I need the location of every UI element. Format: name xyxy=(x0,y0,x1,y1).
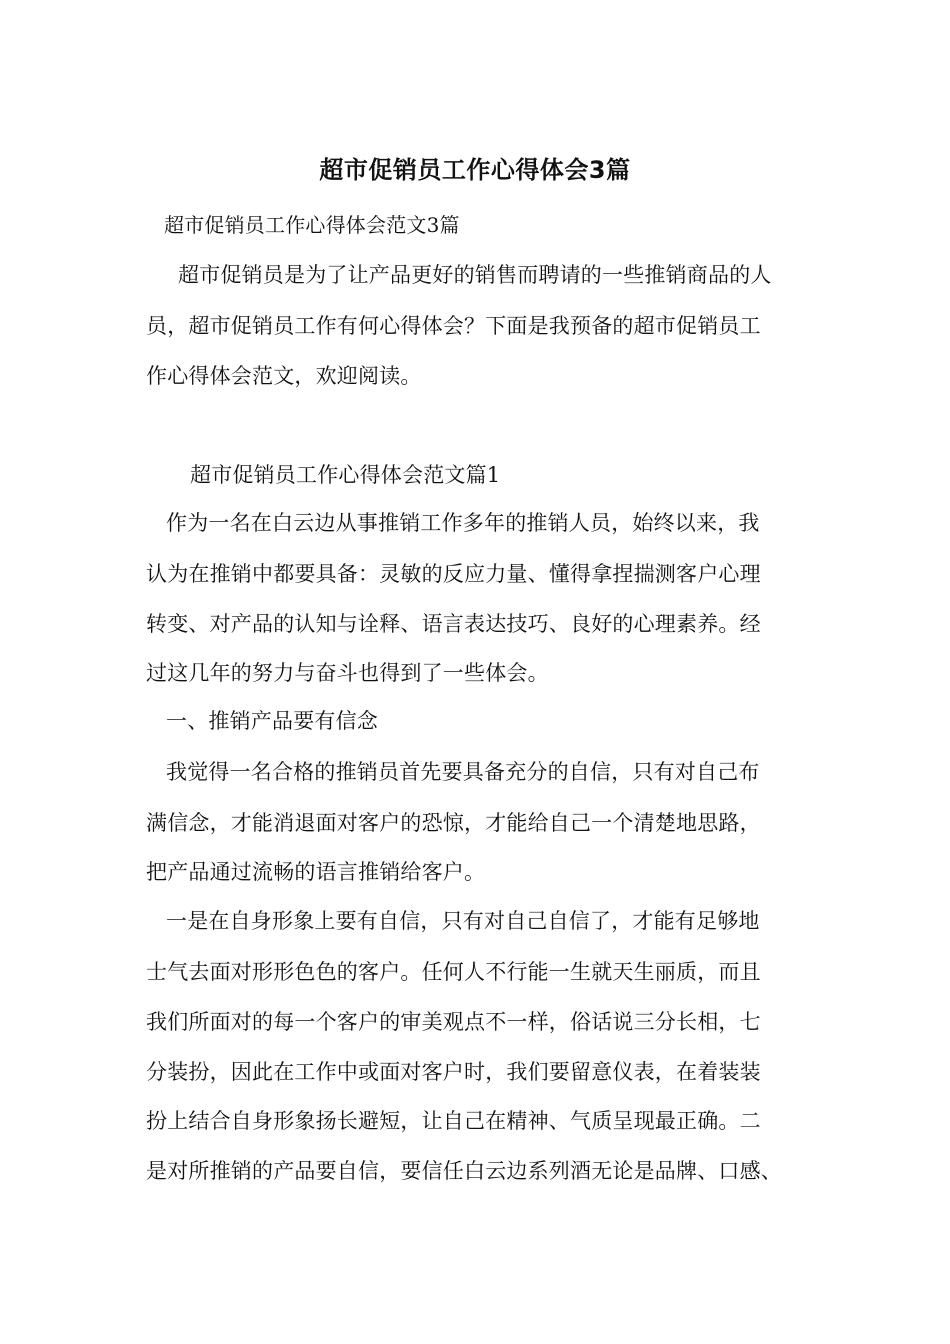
paragraph-line: 作为一名在白云边从事推销工作多年的推销人员，始终以来，我 xyxy=(166,511,760,535)
intro-line: 作心得体会范文，欢迎阅读。 xyxy=(146,364,422,388)
intro-line: 超市促销员是为了让产品更好的销售而聘请的一些推销商品的人 xyxy=(178,263,772,287)
paragraph-line: 把产品通过流畅的语言推销给客户。 xyxy=(146,860,486,884)
paragraph-line: 满信念，才能消退面对客户的恐惊，才能给自己一个清楚地思路， xyxy=(146,811,761,835)
section-heading: 超市促销员工作心得体会范文篇1 xyxy=(190,463,501,487)
point-heading: 一、推销产品要有信念 xyxy=(166,709,378,733)
paragraph-line: 扮上结合自身形象扬长避短，让自己在精神、气质呈现最正确。二 xyxy=(146,1109,761,1133)
paragraph-line: 我们所面对的每一个客户的审美观点不一样，俗话说三分长相，七 xyxy=(146,1010,761,1034)
paragraph-line: 是对所推销的产品要自信，要信任白云边系列酒无论是品牌、口感、 xyxy=(146,1159,782,1183)
paragraph-line: 转变、对产品的认知与诠释、语言表达技巧、良好的心理素养。经 xyxy=(146,612,761,636)
intro-line: 员，超市促销员工作有何心得体会？下面是我预备的超市促销员工 xyxy=(146,314,761,338)
paragraph-line: 一是在自身形象上要有自信，只有对自己自信了，才能有足够地 xyxy=(166,909,760,933)
paragraph-line: 分装扮，因此在工作中或面对客户时，我们要留意仪表，在着装装 xyxy=(146,1060,761,1084)
document-subtitle: 超市促销员工作心得体会范文3篇 xyxy=(164,213,460,237)
paragraph-line: 士气去面对形形色色的客户。任何人不行能一生就天生丽质，而且 xyxy=(146,960,761,984)
paragraph-line: 过这几年的努力与奋斗也得到了一些体会。 xyxy=(146,661,549,685)
paragraph-line: 我觉得一名合格的推销员首先要具备充分的自信，只有对自己布 xyxy=(166,760,760,784)
paragraph-line: 认为在推销中都要具备：灵敏的反应力量、懂得拿捏揣测客户心理 xyxy=(146,562,761,586)
document-title: 超市促销员工作心得体会3篇 xyxy=(319,156,631,184)
